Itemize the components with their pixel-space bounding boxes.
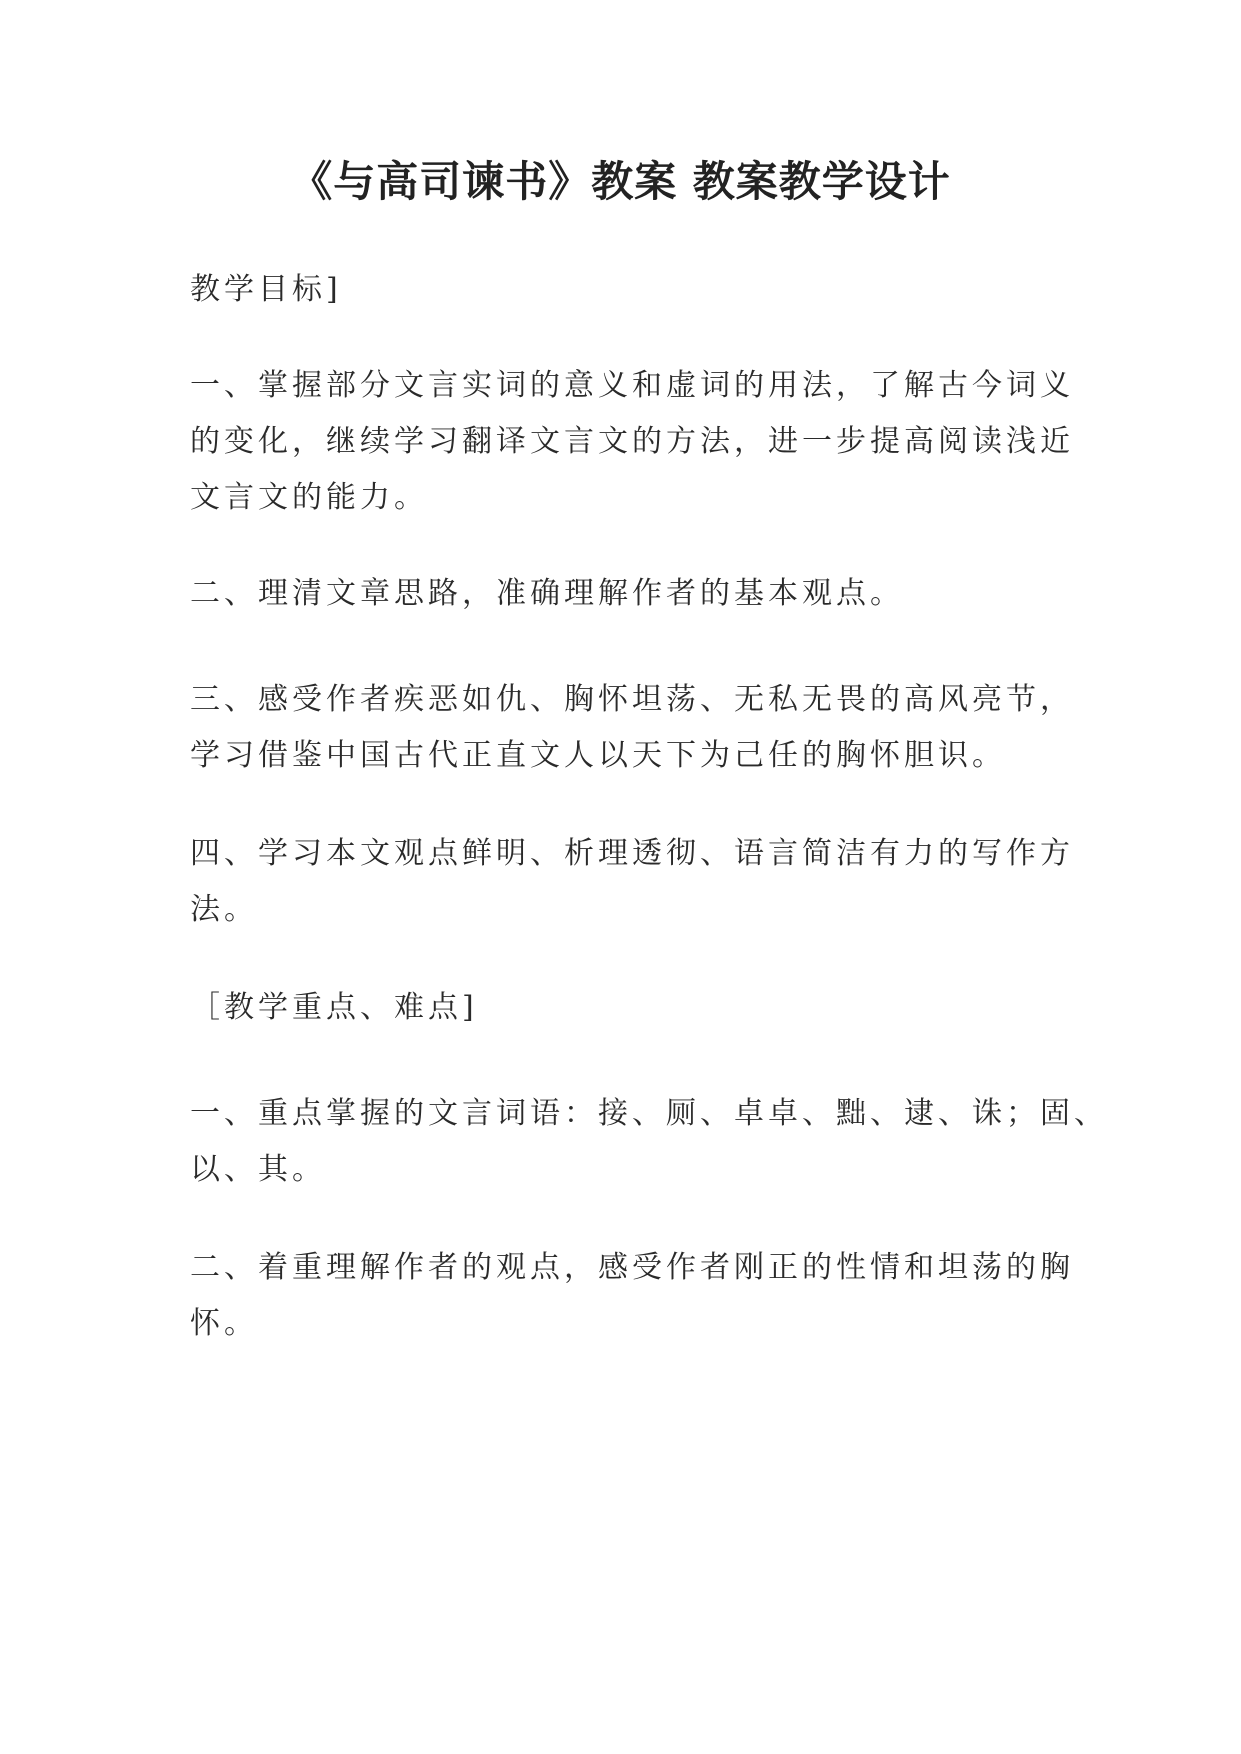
- text-line: ［教学重点、难点]: [190, 990, 478, 1025]
- text-line: 以、其。: [190, 1152, 326, 1187]
- text-line: 学习借鉴中国古代正直文人以天下为己任的胸怀胆识。: [190, 738, 1006, 773]
- text-line: 教学目标]: [190, 272, 342, 307]
- key-point-two: [190, 1240, 1074, 1352]
- text-line: 二、着重理解作者的观点，感受作者刚正的性情和坦荡的胸: [190, 1250, 1074, 1285]
- text-line: 的变化，继续学习翻译文言文的方法，进一步提高阅读浅近: [190, 424, 1074, 459]
- text-line: 二、理清文章思路，准确理解作者的基本观点。: [190, 576, 904, 611]
- heading-key-points: [190, 980, 1070, 1036]
- key-point-one: [190, 1086, 1108, 1198]
- objective-four: [190, 826, 1074, 938]
- text-line: 文言文的能力。: [190, 480, 428, 515]
- heading-teaching-objectives: [190, 262, 1070, 318]
- text-line: 一、重点掌握的文言词语：接、厕、卓卓、黜、逮、诛；固、: [190, 1096, 1108, 1131]
- objective-one: [190, 358, 1074, 526]
- document-title: 《与高司谏书》教案 教案教学设计: [290, 157, 951, 206]
- text-line: 法。: [190, 892, 258, 927]
- text-line: 怀。: [190, 1306, 258, 1341]
- objective-three: [190, 672, 1074, 784]
- text-line: 四、学习本文观点鲜明、析理透彻、语言简洁有力的写作方: [190, 836, 1074, 871]
- text-line: 一、掌握部分文言实词的意义和虚词的用法，了解古今词义: [190, 368, 1074, 403]
- text-line: 三、感受作者疾恶如仇、胸怀坦荡、无私无畏的高风亮节，: [190, 682, 1074, 717]
- objective-two: [190, 566, 1070, 622]
